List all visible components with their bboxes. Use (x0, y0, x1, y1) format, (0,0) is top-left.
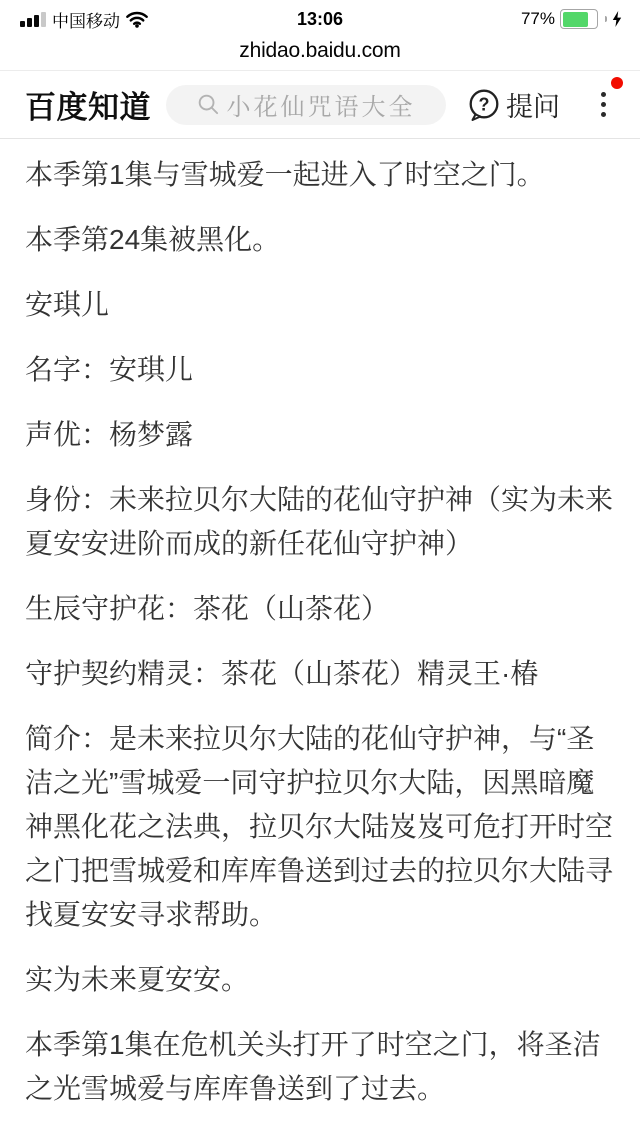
paragraph: 守护契约精灵：茶花（山茶花）精灵王·椿 (25, 658, 539, 689)
search-icon (197, 93, 220, 116)
battery-percent-label: 77% (520, 9, 555, 28)
paragraph: 名字：安琪儿 (25, 354, 194, 385)
paragraph: 本季第1集在危机关头打开了时空之门，将圣洁之光雪城爱与库库鲁送到了过去。 (25, 1029, 601, 1104)
browser-url-bar[interactable] (0, 32, 640, 71)
paragraph: 本季第1集与雪城爱一起进入了时空之门。 (25, 159, 545, 190)
ask-label: 提问 (506, 92, 560, 122)
battery-icon (560, 9, 598, 29)
battery-nub (605, 16, 608, 22)
notification-dot (611, 77, 623, 89)
battery-fill (563, 12, 588, 27)
paragraph: 简介：是未来拉贝尔大陆的花仙守护神，与“圣洁之光”雪城爱一同守护拉贝尔大陆，因黑暗魔神黑化花之法典，拉贝尔大陆岌岌可危打开时空之门把雪城爱和库库鲁送到过去的拉贝尔大陆寻找夏安安寻求帮助。 (25, 723, 614, 930)
url-host[interactable]: zhidao.baidu.com (239, 39, 401, 62)
paragraph: 实为未来夏安安。 (25, 964, 250, 995)
svg-text:?: ? (478, 94, 490, 114)
search-input[interactable] (166, 85, 446, 125)
paragraph: 本季第24集被黑化。 (25, 224, 281, 255)
search-placeholder: 小花仙咒语大全 (226, 94, 416, 121)
status-bar-right (521, 9, 622, 29)
more-menu-button[interactable] (597, 90, 610, 119)
status-bar (0, 0, 640, 32)
carrier-label: 中国移动 (52, 11, 120, 31)
charging-bolt-icon (612, 11, 622, 27)
paragraph: 安琪儿 (25, 289, 110, 320)
clock: 13:06 (296, 8, 344, 29)
paragraph: 身份：未来拉贝尔大陆的花仙守护神（实为未来夏安安进阶而成的新任花仙守护神） (25, 484, 614, 559)
baidu-zhidao-logo[interactable]: 百度知道 (25, 90, 151, 125)
question-bubble-icon (467, 88, 501, 122)
answer-content (0, 139, 640, 1111)
ask-question-button[interactable] (467, 85, 560, 124)
paragraph: 生辰守护花：茶花（山茶花） (25, 593, 390, 624)
paragraph: 声优：杨梦露 (25, 419, 194, 450)
site-header (0, 71, 640, 139)
